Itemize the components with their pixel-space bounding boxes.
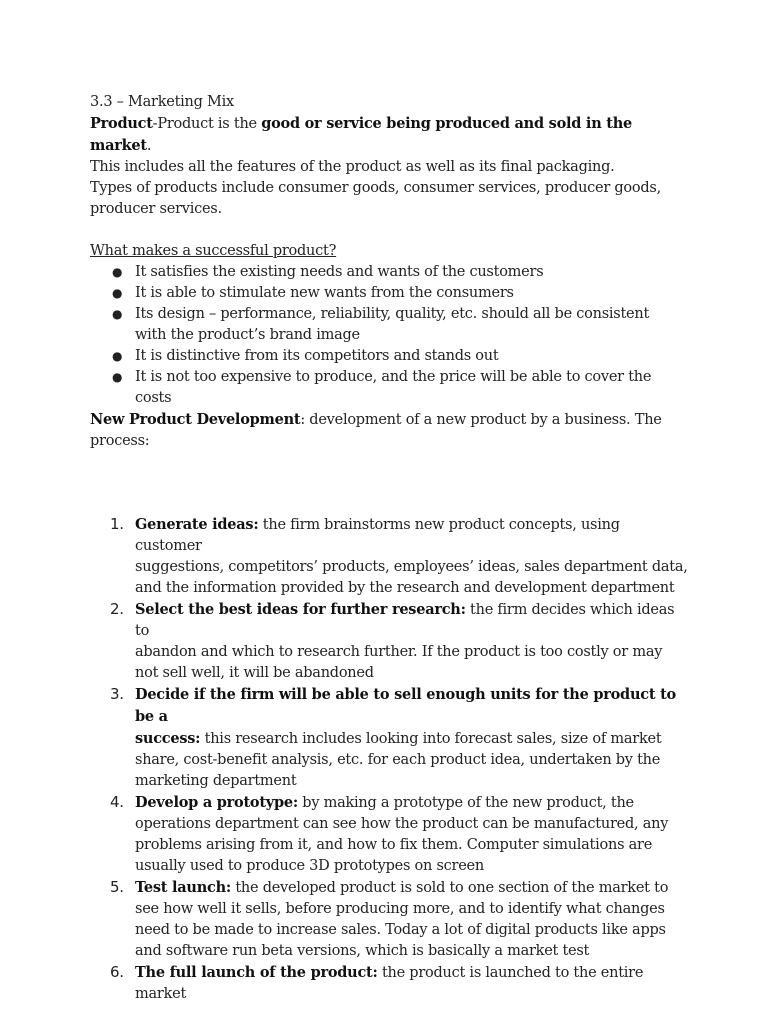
step-text-line: operations department can see how the product can be manufactured, any — [135, 816, 669, 832]
bullet-text: with the product’s brand image — [135, 327, 360, 343]
npd-step-item — [90, 792, 690, 877]
success-bullet-item — [90, 304, 690, 346]
step-text: this research includes looking into forecast sales, size of market — [200, 731, 662, 747]
product-types-line-2: producer services. — [90, 201, 222, 217]
step-title: The full launch of the product: — [135, 964, 378, 981]
npd-step-item — [90, 514, 690, 599]
step-title-continued: success: — [135, 730, 201, 747]
step-first-line — [135, 877, 690, 899]
product-definition — [90, 113, 690, 157]
bullet-text: It satisfies the existing needs and wants of the customers — [135, 264, 544, 280]
product-bold-definition: good or service being produced and sold in the market — [90, 115, 633, 154]
npd-step-item — [90, 962, 690, 1005]
bullet-dot-icon: ● — [112, 286, 123, 300]
step-first-line — [135, 514, 690, 557]
step-title: Test launch: — [135, 879, 231, 896]
step-first-line — [135, 728, 690, 750]
step-number: 6. — [110, 963, 124, 981]
step-text-line: not sell well, it will be abandoned — [135, 665, 374, 681]
step-text-line: problems arising from it, and how to fix them. Computer simulations are — [135, 837, 653, 853]
step-number: 5. — [110, 878, 124, 896]
document-page — [90, 92, 690, 1005]
step-number: 1. — [110, 515, 124, 533]
product-features: This includes all the features of the product as well as its final packaging. — [90, 159, 615, 175]
step-text: the firm brainstorms new product concepts, using customer — [135, 517, 620, 554]
product-intro: Product is the — [157, 116, 262, 132]
bullet-dot-icon: ● — [112, 307, 123, 321]
step-title-line — [135, 684, 690, 728]
bullet-dot-icon: ● — [112, 265, 123, 279]
step-text-line: share, cost-benefit analysis, etc. for each product idea, undertaken by the — [135, 752, 661, 768]
spacer — [90, 452, 690, 514]
bullet-text: Its design – performance, reliability, quality, etc. should all be consistent — [135, 306, 650, 322]
step-text-line: abandon and which to research further. If the product is too costly or may — [135, 644, 663, 660]
bullet-text: It is distinctive from its competitors and stands out — [135, 348, 499, 364]
step-text-line: and software run beta versions, which is basically a market test — [135, 943, 590, 959]
success-bullet-list — [90, 262, 690, 409]
npd-definition-text: : development of a new product by a business. The — [300, 412, 662, 428]
step-text: the firm decides which ideas to — [135, 602, 675, 639]
step-number: 4. — [110, 793, 124, 811]
step-title: Decide if the firm will be able to sell enough units for the product to be a — [135, 686, 676, 725]
step-first-line — [135, 962, 690, 1005]
npd-definition — [90, 409, 690, 431]
step-text: by making a prototype of the new product, the — [297, 795, 634, 811]
spacer — [90, 220, 690, 241]
success-bullet-item — [90, 283, 690, 304]
product-types-line-1: Types of products include consumer goods, consumer services, producer goods, — [90, 180, 661, 196]
success-bullet-item — [90, 367, 690, 409]
step-title: Develop a prototype: — [135, 794, 298, 811]
bullet-text: costs — [135, 390, 172, 406]
step-text-line: and the information provided by the research and development department — [135, 580, 675, 596]
product-separator: - — [152, 116, 158, 132]
step-title: Generate ideas: — [135, 516, 259, 533]
success-bullet-item — [90, 262, 690, 283]
npd-step-item — [90, 684, 690, 792]
step-text: the developed product is sold to one section of the market to — [230, 880, 669, 896]
success-heading: What makes a successful product? — [90, 243, 337, 259]
npd-step-item — [90, 877, 690, 962]
bullet-text: It is not too expensive to produce, and the price will be able to cover the — [135, 369, 652, 385]
step-text-line: need to be made to increase sales. Today a lot of digital products like apps — [135, 922, 666, 938]
product-end: . — [146, 138, 152, 154]
step-text-line: marketing department — [135, 773, 297, 789]
npd-definition-line-2: process: — [90, 433, 150, 449]
step-text-line: suggestions, competitors’ products, employees’ ideas, sales department data, — [135, 559, 688, 575]
product-label: Product — [90, 115, 153, 132]
bullet-dot-icon: ● — [112, 370, 123, 384]
step-first-line — [135, 792, 690, 814]
success-bullet-item — [90, 346, 690, 367]
npd-steps-list — [90, 514, 690, 1005]
bullet-dot-icon: ● — [112, 349, 123, 363]
step-number: 2. — [110, 600, 124, 618]
step-title: Select the best ideas for further research: — [135, 601, 466, 618]
npd-term: New Product Development — [90, 411, 301, 428]
bullet-text: It is able to stimulate new wants from the consumers — [135, 285, 514, 301]
step-number: 3. — [110, 685, 124, 703]
step-text: the product is launched to the entire market — [135, 965, 644, 1002]
step-first-line — [135, 599, 690, 642]
section-heading: 3.3 – Marketing Mix — [90, 94, 234, 110]
step-text-line: usually used to produce 3D prototypes on screen — [135, 858, 484, 874]
npd-step-item — [90, 599, 690, 684]
step-text-line: see how well it sells, before producing more, and to identify what changes — [135, 901, 665, 917]
